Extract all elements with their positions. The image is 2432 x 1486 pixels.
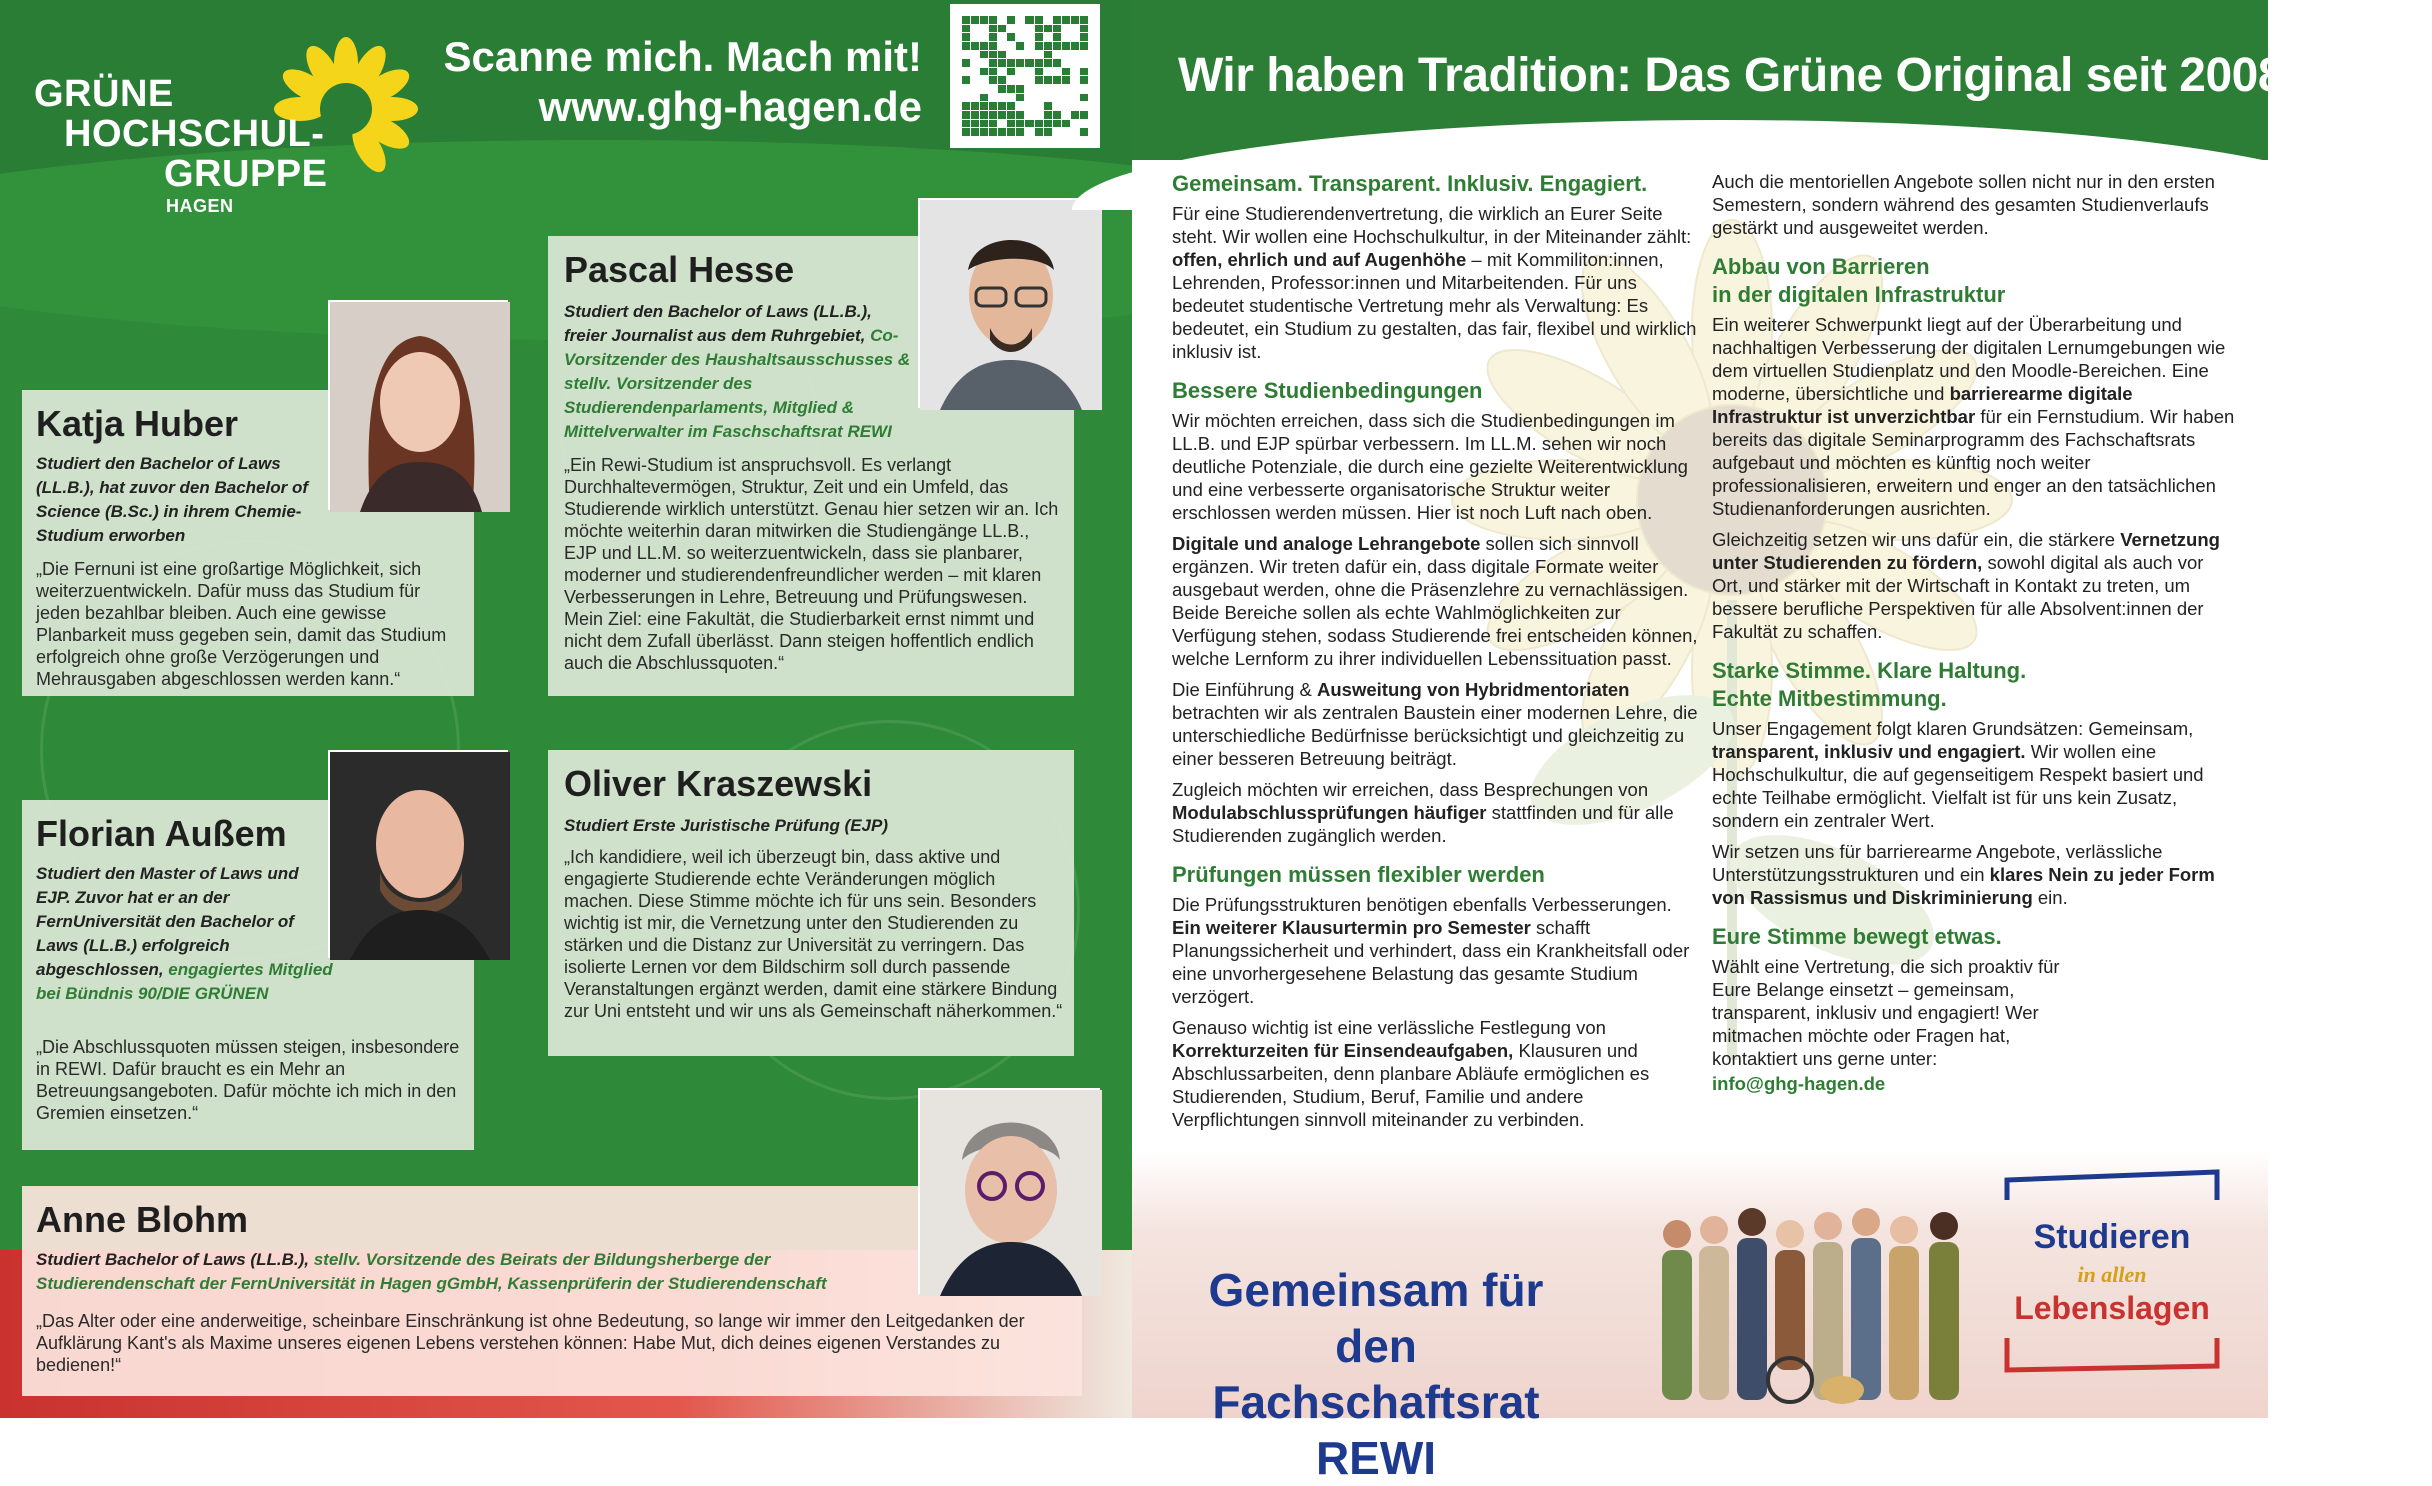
qr-module [1053,85,1061,93]
qr-module [998,59,1006,67]
qr-module [1035,85,1043,93]
qr-module [989,16,997,24]
title-post: seit 2008 [2085,49,2285,102]
qr-module [1007,94,1015,102]
qr-module [998,102,1006,110]
qr-module [989,111,997,119]
qr-module [1062,120,1070,128]
heading: Eure Stimme bewegt etwas. [1712,924,2002,949]
qr-module [989,76,997,84]
qr-module [1007,128,1015,136]
qr-module [998,33,1006,41]
qr-module [1035,102,1043,110]
text: schafft Planungssicherheit und verhindert, dass ein Krankheitsfall oder eine unvorhergesehene Belastung das gesamte Studium verzögert. [1172,917,1690,1007]
qr-module [1016,111,1024,119]
qr-module [962,102,970,110]
text: Die Prüfungsstrukturen benötigen ebenfalls Verbesserungen. [1172,894,1672,915]
scan-line: Scanne mich. Mach mit! [443,33,922,80]
right-panel [1132,0,2285,1484]
qr-module [980,120,988,128]
qr-module [962,94,970,102]
qr-module [989,68,997,76]
qr-module [998,111,1006,119]
text: Zugleich möchten wir erreichen, dass Besprechungen von [1172,779,1649,800]
qr-module [1062,33,1070,41]
qr-module [1071,128,1079,136]
qr-module [1044,111,1052,119]
qr-module [1044,42,1052,50]
qr-module [1016,102,1024,110]
qr-module [962,51,970,59]
qr-module [1035,120,1043,128]
qr-module [1044,128,1052,136]
candidate-quote: „Das Alter oder eine anderweitige, scheinbare Einschränkung ist ohne Bedeutung, so lange wir immer den Leitgedanken der Aufklärung Kant's als Maxime unseres eigenen Lebens verstehen können: Habe Mut, dich deines eigenen Verstandes zu bedienen!“ [36,1311,1025,1375]
qr-module [1071,51,1079,59]
qr-module [1016,42,1024,50]
qr-module [1035,25,1043,33]
qr-module [1044,85,1052,93]
paragraph: Auch die mentoriellen Angebote sollen nicht nur in den ersten Semestern, sondern während des gesamten Studienverlaufs gestärkt und ausgeweitet werden. [1712,171,2215,238]
qr-module [1053,42,1061,50]
text: Gleichzeitig setzen wir uns dafür ein, die stärkere [1712,529,2116,550]
qr-module [989,33,997,41]
qr-module [980,102,988,110]
qr-module [1053,76,1061,84]
qr-module [971,68,979,76]
qr-module [1044,25,1052,33]
qr-module [1035,42,1043,50]
text: sowohl digital als auch vor Ort, und stärker mit der Wirtschaft in Kontakt zu treten, um bessere berufliche Perspektiven für alle Absolvent:innen der Fakultät zu schaffen. [1712,552,2204,642]
heading: in der digitalen Infrastruktur [1712,282,2006,307]
paragraph [1712,717,2236,832]
qr-module [1035,76,1043,84]
qr-module [1053,111,1061,119]
qr-module [998,68,1006,76]
qr-module [1007,25,1015,33]
logo-line2: HOCHSCHUL- [64,113,325,155]
candidate-role: Studiert Erste Juristische Prüfung (EJP) [564,816,889,835]
qr-module [1062,102,1070,110]
qr-module [971,102,979,110]
heading: Prüfungen müssen flexibler werden [1172,862,1545,887]
text: für ein Fernstudium. Wir haben bereits das digitale Seminarprogramm des Fachschaftsrats aufgebaut und möchten es künftig noch weiter professionalisieren, erweitern und enger an den tatsächlichen Studienanforderungen ausrichten. [1712,406,2235,519]
paragraph: Wählt eine Vertretung, die sich proaktiv für Eure Belange einsetzt – gemeinsam, transparent, inklusiv und engagiert! Wer mitmachen möchte oder Fragen hat, kontaktiert uns gerne unter: [1712,956,2060,1069]
people-illustration [1652,1200,1982,1410]
qr-module [1007,85,1015,93]
badge-line2: in allen [2077,1262,2147,1287]
text-bold: klares Nein zu jeder Form von Rassismus und Diskriminierung [1712,864,2215,908]
qr-module [1062,76,1070,84]
qr-module [1062,51,1070,59]
qr-module [1044,59,1052,67]
qr-module [1035,94,1043,102]
qr-module [980,85,988,93]
qr-module [971,76,979,84]
qr-module [998,42,1006,50]
qr-module [1071,42,1079,50]
text-bold: Vernetzung unter Studierenden zu fördern, [1712,529,2220,573]
photo-pascal [918,198,1100,408]
qr-module [962,76,970,84]
qr-module [1053,102,1061,110]
qr-module [962,25,970,33]
qr-module [1025,16,1033,24]
paragraph [1172,532,1698,670]
right-title [1178,48,2284,103]
qr-module [1007,16,1015,24]
paragraph [1172,778,1698,847]
qr-module [1080,59,1088,67]
text: Unser Engagement folgt klaren Grundsätzen: Gemeinsam, [1712,718,2194,739]
qr-module [1062,68,1070,76]
qr-module [1044,120,1052,128]
qr-module [971,59,979,67]
qr-module [980,128,988,136]
qr-module [971,42,979,50]
qr-module [962,16,970,24]
photo-katja [328,300,508,510]
qr-module [1071,25,1079,33]
qr-module [1007,76,1015,84]
qr-module [980,76,988,84]
qr-module [989,42,997,50]
qr-module [980,16,988,24]
scan-callout [400,32,922,132]
text-column-1 [1172,170,1698,1139]
text: betrachten wir als zentralen Baustein einer modernen Lehre, die unterschiedliche Bedürfnisse berücksichtigt und gleichzeitig zu einer besseren Betreuung beiträgt. [1172,702,1698,769]
qr-module [971,25,979,33]
qr-module [989,102,997,110]
title-bold: Grüne Original [1743,49,2073,102]
candidate-name: Pascal Hesse [564,249,795,290]
qr-module [980,25,988,33]
qr-module [989,120,997,128]
qr-module [1080,33,1088,41]
qr-module [980,33,988,41]
photo-florian [328,750,508,958]
qr-module [1007,102,1015,110]
studieren-badge [1997,1170,2227,1378]
qr-module [1025,25,1033,33]
qr-module [1080,111,1088,119]
qr-module [1053,68,1061,76]
qr-module [1080,120,1088,128]
qr-module [962,33,970,41]
qr-module [962,42,970,50]
heading: Echte Mitbestimmung. [1712,686,1947,711]
qr-module [998,85,1006,93]
qr-module [1062,42,1070,50]
qr-module [1053,120,1061,128]
text: Für eine Studierendenvertretung, die wirklich an Eurer Seite steht. Wir wollen eine Hochschulkultur, in der Miteinander zählt: [1172,203,1692,247]
qr-module [962,111,970,119]
qr-module [1071,111,1079,119]
qr-module [1053,33,1061,41]
qr-module [989,59,997,67]
candidate-name: Anne Blohm [36,1199,248,1240]
text-bold: offen, ehrlich und auf Augenhöhe [1172,249,1467,270]
qr-module [1053,128,1061,136]
qr-module [1044,68,1052,76]
paragraph [1172,893,1698,1008]
title-pre: Wir haben Tradition: Das [1178,49,1731,102]
heading: Abbau von Barrieren [1712,254,1930,279]
text-bold: Ausweitung von Hybridmentoriaten [1317,679,1630,700]
role-highlight: Co-Vorsitzender des Haushaltsausschusses & stellv. Vorsitzender des Studierendenparlaments, Mitglied & Mittelverwalter im Faschschaftsrat REWI [564,326,911,441]
qr-module [1080,85,1088,93]
qr-module [971,120,979,128]
qr-module [962,85,970,93]
slogan-line2: Fachschaftsrat REWI [1212,1376,1540,1484]
logo-city: HAGEN [166,196,234,216]
qr-module [998,128,1006,136]
qr-module [1016,33,1024,41]
qr-module [1007,111,1015,119]
candidate-role: Studiert den Bachelor of Laws (LL.B.), hat zuvor den Bachelor of Science (B.Sc.) in ihrem Chemie-Studium erworben [36,454,309,545]
text: Wir setzen uns für barrierearme Angebote, verlässliche Unterstützungsstrukturen und ein [1712,841,2163,885]
qr-module [989,94,997,102]
text: Wir wollen eine Hochschulkultur, die auf gegenseitigem Respekt basiert und echte Teilhabe ermöglicht. Vielfalt ist für uns kein Zusatz, sondern ein zentraler Wert. [1712,741,2204,831]
qr-module [1080,51,1088,59]
logo-text [34,74,327,218]
text-column-2 [1712,170,2236,1103]
qr-module [971,128,979,136]
qr-module [1062,59,1070,67]
qr-module [1025,102,1033,110]
candidate-role [36,1248,916,1296]
text-bold: Ein weiterer Klausurtermin pro Semester [1172,917,1531,938]
paragraph [1712,313,2236,520]
qr-module [1080,25,1088,33]
qr-module [1080,16,1088,24]
qr-module [1062,111,1070,119]
candidate-name: Oliver Kraszewski [564,763,873,804]
qr-module [962,68,970,76]
qr-module [989,51,997,59]
qr-module [1016,94,1024,102]
email-link[interactable]: info@ghg-hagen.de [1712,1073,1886,1094]
qr-module [1071,94,1079,102]
logo-line1: GRÜNE [34,73,174,115]
qr-module [1025,51,1033,59]
candidate-card-oliver [548,750,1074,1056]
qr-module [1016,51,1024,59]
qr-module [998,94,1006,102]
candidate-quote: „Ein Rewi-Studium ist anspruchsvoll. Es verlangt Durchhaltevermögen, Struktur, Zeit und ein Umfeld, das Studierende wirklich unterstützt. Genau hier setzen wir an. Ich möchte weiterhin daran mitwirken die Studiengänge LL.B., EJP und LL.M. so weiterzuentwickeln, dass sie planbarer, moderner und studierendenfreundlicher werden – mit klaren Verbesserungen in Lehre, Betreuung und Prüfungswesen. Mein Ziel: eine Fakultät, die Studierbarkeit ernst nimmt und nicht dem Zufall überlässt. Dann steigen hoffentlich endlich auch die Abschlussquoten.“ [564,455,1059,673]
qr-module [1062,85,1070,93]
qr-module [1016,25,1024,33]
role-highlight: engagiertes Mitglied bei Bündnis 90/DIE GRÜNEN [36,960,333,1003]
qr-module [1044,16,1052,24]
qr-module [1035,128,1043,136]
role-text: Studiert Bachelor of Laws (LL.B.), [36,1250,309,1269]
qr-module [1053,94,1061,102]
qr-module [1062,16,1070,24]
candidate-quote: „Die Fernuni ist eine großartige Möglichkeit, sich weiterzuentwickeln. Dafür muss das Studium für jeden bezahlbar bleiben. Auch eine gewisse Planbarkeit muss gegeben sein, damit das Studium erfolgreich ohne große Verzögerungen und Mehrausgaben abgeschlossen werden kann.“ [36,559,447,689]
qr-module [998,51,1006,59]
text: Ein weiterer Schwerpunkt liegt auf der Überarbeitung und nachhaltigen Verbesserung der digitalen Lernumgebungen wie dem virtuellen Studienplatz und den Moodle-Bereichen. Eine moderne, übersichtliche und [1712,314,2226,404]
qr-module [998,25,1006,33]
paragraph: Wir möchten erreichen, dass sich die Studienbedingungen im LL.B. und EJP spürbar verbessern. Im LL.M. sehen wir noch deutliche Potenziale, die durch eine gezielte Weiterentwicklung und eine verbesserte organisatorische Struktur weiter erschlossen werden müssen. Hier ist noch Luft nach oben. [1172,410,1688,523]
qr-module [1080,128,1088,136]
qr-module [980,51,988,59]
qr-module [1025,128,1033,136]
qr-module [1044,94,1052,102]
qr-module [1016,68,1024,76]
qr-module [1007,33,1015,41]
qr-module [1025,33,1033,41]
qr-module [989,128,997,136]
qr-module [980,59,988,67]
qr-module [1071,76,1079,84]
role-highlight: stellv. Vorsitzende des Beirats der Bildungsherberge der Studierendenschaft der FernUniversität in Hagen gGmbH, Kassenprüferin der Studierendenschaft [36,1250,827,1293]
qr-module [1044,76,1052,84]
qr-module [998,120,1006,128]
candidate-name: Katja Huber [36,403,239,444]
qr-module [1025,120,1033,128]
qr-module [1062,94,1070,102]
text-bold: barrierearme digitale Infrastruktur ist unverzichtbar [1712,383,2133,427]
qr-module [1025,76,1033,84]
qr-module [1007,59,1015,67]
qr-module [1080,102,1088,110]
text: Genauso wichtig ist eine verlässliche Festlegung von [1172,1017,1606,1038]
text-bold: Modulabschlussprüfungen häufiger [1172,802,1487,823]
qr-module [1044,33,1052,41]
qr-module [1007,68,1015,76]
text: ein. [2037,887,2068,908]
role-text: Studiert den Bachelor of Laws (LL.B.), freier Journalist aus dem Ruhrgebiet, [564,302,872,345]
qr-module [1016,120,1024,128]
paragraph [1712,840,2236,909]
qr-module [1016,85,1024,93]
slogan [1166,1262,1586,1486]
qr-module [1080,94,1088,102]
text-bold: Digitale und analoge Lehrangebote [1172,533,1481,554]
qr-module [1080,42,1088,50]
qr-module [971,16,979,24]
qr-module [971,33,979,41]
qr-module [1053,25,1061,33]
qr-module [1071,68,1079,76]
qr-module [980,94,988,102]
qr-module [1053,59,1061,67]
text-bold: transparent, inklusiv und engagiert. [1712,741,2026,762]
qr-module [980,68,988,76]
text: Die Einführung & [1172,679,1312,700]
qr-module [1025,42,1033,50]
qr-module [1016,16,1024,24]
qr-module [1080,76,1088,84]
qr-module [1025,85,1033,93]
slogan-line1: Gemeinsam für den [1208,1264,1544,1372]
text: sollen sich sinnvoll ergänzen. Wir treten dafür ein, dass digitale Formate weiter ausgebaut werden, ohne die Präsenzlehre zu vernachlässigen. Beide Bereiche sollen als echte Wahlmöglichkeiten zur Verfügung stehen, sodass Studierende frei entscheiden können, welche Lernform zu ihrer individuellen Lebenssituation passt. [1172,533,1698,669]
qr-module [1007,42,1015,50]
qr-module [1035,51,1043,59]
qr-module [1071,102,1079,110]
qr-module [1080,68,1088,76]
candidate-quote: „Ich kandidiere, weil ich überzeugt bin, dass aktive und engagierte Studierende echte Veränderungen möglich machen. Diese Stimme möchte ich für uns sein. Besonders wichtig ist mir, die Vernetzung unter den Studierenden zu stärken und die Distanz zur Universität zu verringern. Das isolierte Lernen vor dem Bildschirm soll durch passende Veranstaltungen ergänzt werden, damit eine stärkere Bindung zur Uni entsteht und wir uns als Gemeinschaft näherkommen.“ [564,847,1063,1021]
heading: Starke Stimme. Klare Haltung. [1712,658,2027,683]
qr-module [1035,59,1043,67]
qr-module [1053,16,1061,24]
qr-module [1071,33,1079,41]
qr-module [1007,51,1015,59]
qr-module [1071,16,1079,24]
qr-module [980,42,988,50]
qr-module [989,85,997,93]
qr-module [1071,59,1079,67]
qr-module [1071,85,1079,93]
candidate-role [36,862,336,1006]
role-text: Studiert den Master of Laws und EJP. Zuvor hat er an der FernUniversität den Bachelor of Laws (LL.B.) erfolgreich abgeschlossen, [36,864,299,979]
qr-module [998,16,1006,24]
qr-module [1007,120,1015,128]
badge-line3: Lebenslagen [2014,1290,2210,1326]
left-panel [0,0,1132,1418]
qr-module [1044,102,1052,110]
qr-module [971,51,979,59]
qr-module [971,111,979,119]
photo-anne [918,1088,1100,1294]
qr-module [962,128,970,136]
qr-module [980,111,988,119]
candidate-quote: „Die Abschlussquoten müssen steigen, insbesondere in REWI. Dafür braucht es ein Mehr an Betreuungsangeboten. Dafür möchte ich mich in den Gremien einsetzen.“ [36,1037,460,1123]
paragraph [1172,202,1698,363]
qr-module [1016,76,1024,84]
qr-module [1071,120,1079,128]
qr-module [1062,25,1070,33]
qr-module [1035,16,1043,24]
qr-module [962,59,970,67]
qr-module [1025,59,1033,67]
qr-module [998,76,1006,84]
qr-module [1016,59,1024,67]
text: Klausuren und Abschlussarbeiten, denn planbare Abläufe ermöglichen es Studierenden, Studium, Beruf, Familie und andere Verpflichtungen sinnvoll miteinander zu verbinden. [1172,1040,1650,1130]
heading: Bessere Studienbedingungen [1172,378,1483,403]
qr-module [1044,51,1052,59]
text-bold: Korrekturzeiten für Einsendeaufgaben, [1172,1040,1514,1061]
qr-module [1025,68,1033,76]
heading: Gemeinsam. Transparent. Inklusiv. Engagiert. [1172,171,1648,196]
qr-module [1016,128,1024,136]
text: stattfinden und für alle Studierenden zugänglich werden. [1172,802,1674,846]
qr-module [1053,51,1061,59]
qr-module [1025,94,1033,102]
qr-module [989,25,997,33]
badge-line1: Studieren [2033,1218,2191,1256]
paragraph [1172,678,1698,770]
qr-module [962,120,970,128]
website-link[interactable]: www.ghg-hagen.de [538,83,922,130]
qr-module [1062,128,1070,136]
candidate-name: Florian Außem [36,813,287,854]
qr-code[interactable] [950,4,1100,148]
qr-module [1025,111,1033,119]
text: – mit Kommiliton:innen, Lehrenden, Professor:innen und Mitarbeitenden. Für uns bedeutet studentische Vertretung mehr als Verwaltung: Es bedeutet, ein Studium zu gestalten, das fair, flexibel und wirklich inklusiv ist. [1172,249,1697,362]
qr-module [971,94,979,102]
qr-module [1035,111,1043,119]
candidate-role [564,300,914,444]
logo-line3: GRUPPE [164,153,328,195]
qr-module [1035,33,1043,41]
qr-module [971,85,979,93]
qr-module [1035,68,1043,76]
paragraph [1712,528,2236,643]
